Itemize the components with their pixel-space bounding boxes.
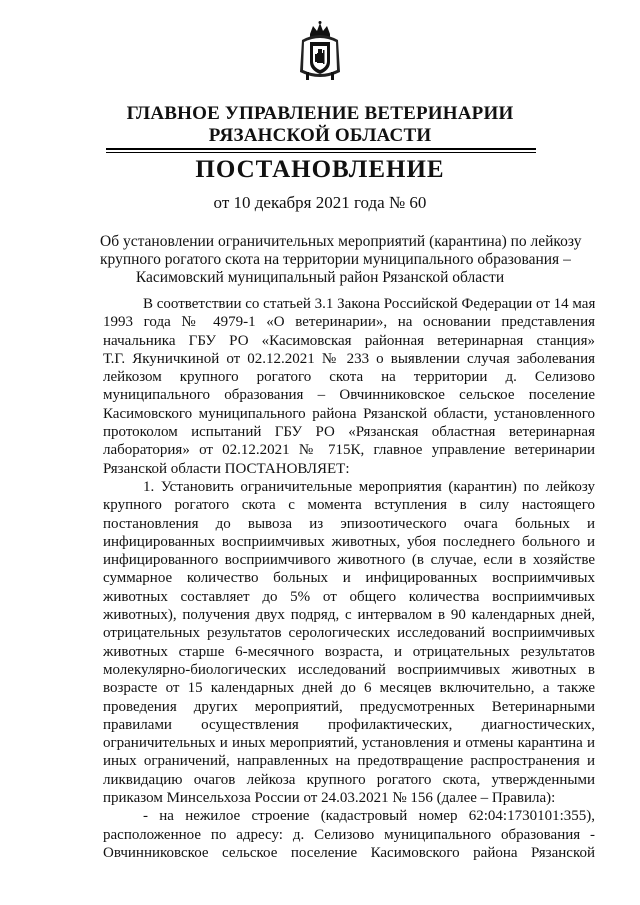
subject-line: Об установлении ограничительных мероприятий (карантина) по лейкозу: [100, 233, 582, 250]
body-line: протоколом испытаний ГБУ РО «Рязанская областная ветеринарная: [103, 424, 595, 441]
body-line: проведения других мероприятий, предусмотренных Ветеринарными: [103, 698, 595, 715]
body-line: муниципального образования – Овчинниковское сельское поселение: [103, 387, 595, 404]
body-line: Касимовского муниципального района Рязанской области, установленного: [103, 405, 595, 422]
body-line: Овчинниковское сельское поселение Касимовского района Рязанской: [103, 844, 595, 861]
body-line: крупного рогатого скота с момента вступления в силу настоящего: [103, 497, 595, 514]
item-1-paragraph: [103, 478, 595, 807]
body-line: расположенное по адресу: д. Селизово муниципального образования -: [103, 826, 595, 843]
body-line: животных), получения двух подряд, с интервалом в 90 календарных дней,: [103, 607, 595, 624]
document-date-number: от 10 декабря 2021 года № 60: [213, 193, 427, 212]
body-line: В соответствии со статьей 3.1 Закона Российской Федерации от 14 мая: [143, 296, 595, 312]
body-line: ограничительных и иных мероприятий, установления и отмены карантина и: [103, 735, 595, 752]
header-rule-thin: [106, 152, 536, 153]
body-line: животных составляет до 5% от общего количества восприимчивых: [103, 588, 595, 605]
body-line: молекулярно-биологических исследований восприимчивых животных в: [103, 661, 595, 678]
header-rule-thick: [106, 148, 536, 150]
body-line: 1. Установить ограничительные мероприятия (карантин) по лейкозу: [143, 478, 595, 495]
body-line: инфицированных восприимчивых животных, убоя последнего больного и: [103, 533, 595, 550]
body-line: Т.Г. Якуничкиной от 02.12.2021 № 233 о выявлении случая заболевания: [103, 350, 595, 367]
subject-line: крупного рогатого скота на территории муниципального образования –: [100, 251, 571, 268]
body-line: постановления до вывоза из эпизоотического очага больных и: [103, 515, 595, 532]
document-subject: [100, 233, 582, 287]
subitem-paragraph: [103, 807, 595, 862]
body-line: инфицированного восприимчивого животного (в случае, если в хозяйстве: [103, 552, 595, 569]
body-line: начальника ГБУ РО «Касимовская районная ветеринарная станция»: [103, 332, 595, 349]
body-line: животных старше 6-месячного возраста, и отрицательных результатов: [103, 643, 595, 660]
body-line: иных ограничений, направленных на предотвращение распространения и: [103, 753, 595, 770]
body-line: отрицательных результатов серологических исследований восприимчивых: [103, 625, 595, 642]
body-line: лаборатория» от 02.12.2021 № 715К, главное управление ветеринарии: [103, 442, 595, 459]
body-line: возрасте от 15 календарных дней до 6 месяцев включительно, а также: [103, 680, 595, 697]
organization-name-line1: ГЛАВНОЕ УПРАВЛЕНИЕ ВЕТЕРИНАРИИ: [126, 103, 514, 124]
body-line: Рязанской области ПОСТАНОВЛЯЕТ:: [103, 460, 350, 477]
body-line: правилами осуществления профилактических, диагностических,: [103, 716, 595, 733]
body-line: 1993 года № 4979-1 «О ветеринарии», на основании представления: [103, 314, 595, 331]
body-line: - на нежилое строение (кадастровый номер 62:04:1730101:355),: [143, 808, 595, 825]
body-line: приказом Минсельхоза России от 24.03.2021 № 156 (далее – Правила):: [103, 790, 556, 807]
preamble-paragraph: [103, 295, 595, 478]
coat-of-arms-emblem: [298, 20, 342, 84]
body-line: суммарное количество больных и инфицированных восприимчивых: [103, 570, 595, 587]
subject-line: Касимовский муниципальный район Рязанской области: [135, 269, 505, 286]
body-line: ликвидацию очагов лейкоза крупного рогатого скота, утвержденными: [103, 771, 595, 788]
document-body: [103, 295, 595, 862]
organization-name-line2: РЯЗАНСКОЙ ОБЛАСТИ: [208, 125, 432, 146]
document-type-title: ПОСТАНОВЛЕНИЕ: [195, 156, 445, 183]
body-line: лейкозом крупного рогатого скота на территории д. Селизово: [103, 369, 595, 386]
